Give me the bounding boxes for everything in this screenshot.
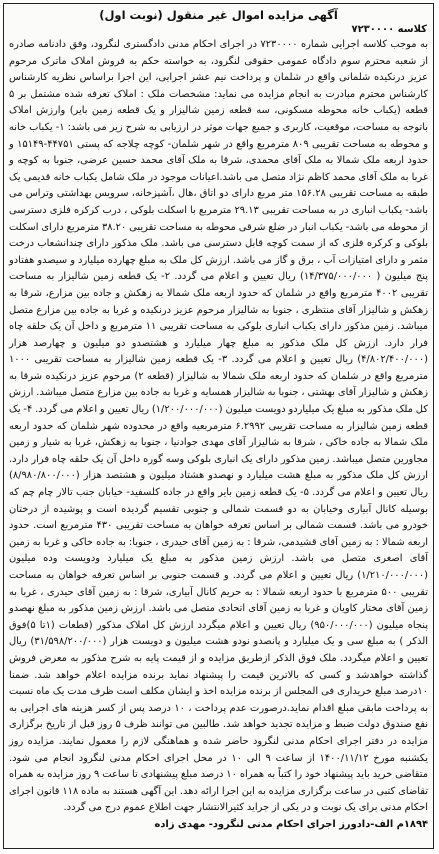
notice-title: آگهی مزایده اموال غیر منقول (نوبت اول): [99, 8, 338, 22]
notice-body: به موجب کلاسه اجرایی شماره ۷۲۳۰۰۰۰ در اجرای احکام مدنی دادگستری لنگرود، وفق دادنامه صادره از شعبه محترم سوم دادگاه عمومی حقوقی لنگرود، به خواسته حکم به فروش املاک ماترک مرحوم عزیز درنکیده شلمانی واقع در شلمان و پرداخت نیم عشر اجرایی، این اجرا براساس نظریه کارشناس کارشناس محترم مبادرت به انجام مزایده می نماید: مشخصات ملک : املاک تعرفه شده مشتمل بر ۵ قطعه (یکباب خانه محوطه مسکونی، سه قطعه زمین شالیزار و یک قطعه زمین بایر) وارزش املاک باتوجه به مساحت، موقعیت، کاربری و جمیع جهات موثر در ارزیابی به شرح زیر می باشد: ۱- یکباب خانه و محوطه به مساحت تقریبی ۸۰۹ مترمربع واقع در شهر شلمان- کوچه چلاجه که پستی ۴۴۷۵۱-۱۵۱۴۹ و حدود اربعه ملک شمالا به ملک آقای محمدی، شرقا به ملک آقای محمد حسین عرضی، جنوبا به کوچه و غربا به ملک آقای محمد کاظم نژاد متصل می باشد.اعیانات موجود در ملک شامل یکباب خانه قدیمی یک طبقه به مساحت تقریبی ۱۵۶.۲۸ متر مربع دارای دو اتاق ،هال ،آشپزخانه، سرویس بهداشتی وتراس می باشد- یکباب انباری در به مساحت تقریبی ۲۹.۱۳ مترمربع با اسکلت بلوکی ، درب کرکره فلزی دسترسی از محوطه می باشد- یکباب انبار در ضلع شرقی محوطه به مساحت تقریبی ۳۸.۲۰ مترمربع دارای اسکلت بلوکی و کرکره فلزی که از سمت کوچه قابل دسترسی می باشد. ملک مذکور دارای چندانشعاب درخت مثمر و دارای امتیازات آب ، برق و گاز می باشد. ارزش کل ملک به مبلغ چهارده میلیارد و سیصدو هفتادو پنج میلیون ( ۱۴/۳۷۵/۰۰۰/۰۰۰) ریال تعیین و اعلام می گردد. ۲- یک قطعه زمین شالیزار به مساحت تقریبی ۴۰۰۲ مترمربع واقع در شلمان که حدود اربعه ملک شمالا به زهکش و جاده بین مزارع، شرقا به زهکش و شالیزار آقای منتظری ، جنوبا به شالیزار مرحوم عزیز درنکیده و غربا به جاده بین مزارع متصل میباشد. زمین مذکور دارای یکباب انباری بلوکی به مساحت تقریبی ۱۱ مترمربع و داخل آن یک حلقه چاه فرار دارد. ارزش کل ملک مذکور به مبلغ چهار میلیارد و هشتصدو دو میلیون و چهارصد هزار (۴/۸۰۲/۴۰۰/۰۰۰) ریال تعیین و اعلام می گردد. ۳- یک قطعه زمین شالیزار به مساحت تقریبی ۱۰۰۰ مترمربع واقع در شلمان که حدود اربعه ملک شمالا به شالیزار (قطعه ۲) مرحوم عزیز درنکیده شرقا به زهکش و شالیزار آقای بهشتی ، جنوبا به شالیزار همسایه و غربا به جاده بین مزارع متصل میباشد. ارزش کل ملک مذکور به مبلغ یک میلیاردو دویست میلیون (۱/۲۰۰/۰۰۰/۰۰۰) ریال تعیین و اعلام می گردد. ۴- یک قطعه زمین شالیزار به مساحت تقریبی ۶.۲۹۹۲ مترمربعیه واقع در محدوده شهر شلمان که حدود اربعه ملک شمالا به جاده خاکی ، شرقا به شالیزار آقای مهدی جوادنیا ، جنوبا به زهکش، غربا به شیار و زمین مجاورین متصل میباشد. زمین مذکور دارای یک انباری بلوکی وسه گوره داخل آن یک حلقه چاه فرار دارد. ارزش کل ملک مذکور به مبلغ هشت میلیارد و نهصدو هشتاد میلیون و هشتصد هزار (۸/۹۸۰/۸۰۰/۰۰۰) ریال تعیین و اعلام می گردد. ۵- یک قطعه زمین بایر واقع در جاده کلسفید- خیابان جنب تالار چام چم که بوسیله کانال آبیاری وخیابان به دو قسمت شمالی و جنوبی تقسیم گردیده است و پوشیده از درختان خودرو می باشد. قسمت شمالی بر اساس تعرفه خواهان به مساحت تقریبی ۴۳۰ مترمربع است. حدود اربعه شمالا : به زمین آقای قشیدمی، شرقا : به زمین آقای حیدری ، جنوبا: به جاده خاکی و غربا به زمین آقای اصغری متصل می باشد. ارزش زمین مذکور به مبلغ یک میلیارد ودویست وده میلیون (۱/۲۱۰/۰۰۰/۰۰۰) ریال تعیین و اعلام می گردد. و قسمت جنوبی بر اساس تعرفه خواهان به مساحت تقریبی ۵۰۰ مترمربع با حدود اربعه شمالا : به حریم کانال آبیاری، شرقا : به زمین آقای حیدری ، غربا به زمین آقای مختار کاویان و غربا به زمین آقای اتحادی متصل می باشد. ارزش زمین مذکور به مبلغ نهصدو پنجاه میلیون (۹۵۰/۰۰۰/۰۰۰) ریال تعیین و اعلام میگردد ارزش کل املاک مذکور (قطعات (۱تا ۵)فوق الذکر ) به مبلغ سی و یک میلیارد و پانصدو نودو هشت میلیون و دویست هزار (۳۱/۵۹۸/۲۰۰/۰۰۰) ریال تعیین و اعلام میگردد. ملک فوق الذکر ازطریق مزایده و از قیمت پایه به شرح مذکور به معرض فروش گذاشته خواهدشد و کسی که بالاترین قیمت را پیشنهاد نماید برنده مزایده اعلام خواهد شد. ضمنا ۱۰درصد مبلغ خریداری فی المجلس از برنده مزایده اخذ و ایشان مکلف است ظرف مدت یک ماه نسبت به پرداخت مابقی مبلغ اقدام نماید.درصورت عدم پرداخت ، ۱۰ درصد پس از کسر هزینه های اجرایی به نفع صندوق دولت ضبط و مزایده تجدید خواهد شد. طالبین می توانند ظرف ۵ روز قبل از تاریخ برگزاری مزایده در دفتر اجرای احکام مدنی لنگرود حاضر شده و هماهنگی لازم را معمول نمایند. مزایده روز یکشنبه مورخ ۱۴۰۰/۱۱/۱۲ از ساعت ۹ الی ۱۰ در محل اجرای احکام مدنی لنگرود انجام می شود. متقاضی خرید باید پیشنهاد خود را کتباً به همراه ۱۰ درصد مبلغ پیشنهادی تا ساعت ۹ روز مزایده به همراه تقاضای کتبی در ساعت برگزاری مزایده به این اجرا ارائه دهد. این آگهی هستند به ماده ۱۱۸ قانون اجرای احکام مدنی برای یک نوبت و در یکی از جراید کثیرالانتشار جهت اطلاع عموم درج می گردد.: [9, 39, 429, 814]
auction-notice: [3, 3, 434, 849]
notice-signature: ۱۸۹۴م الف-دادورز اجرای احکام مدنی لنگرود- مهدی زاده: [154, 818, 428, 830]
file-number: کلاسه ۷۲۳۰۰۰۰: [351, 24, 427, 35]
